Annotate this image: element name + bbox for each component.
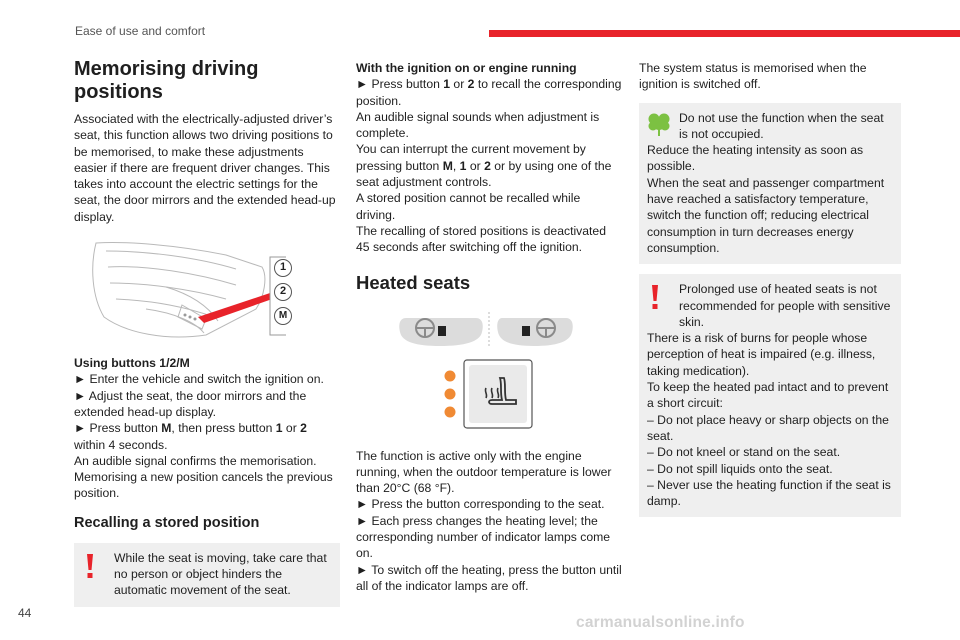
warning-exclamation-icon: [647, 284, 663, 310]
indicator-lamp-1: [445, 370, 456, 381]
heated-seat-figure: [356, 308, 622, 438]
heated-seat-illustration: [356, 308, 622, 438]
column-middle: [356, 60, 622, 594]
heated-seat-button: [464, 360, 532, 428]
section-title-heated-seats: Heated seats: [356, 271, 471, 293]
recall-heading: Recalling a stored position: [74, 514, 260, 531]
step-recall-position: ► Press button 1 or 2 to recall the corresponding position.: [356, 77, 622, 108]
step-press-m: ► Press button M, then press button 1 or 2 within 4 seconds.: [74, 421, 307, 452]
left-seat-console: [399, 318, 483, 346]
header-accent-bar: [489, 30, 960, 37]
indicator-lamp-3: [445, 406, 456, 417]
right-seat-console: [497, 318, 573, 346]
interrupt-movement: You can interrupt the current movement by pressing button M, 1 or 2 or by using one of the seat adjustment controls.: [356, 142, 612, 190]
memorisation-cancel: Memorising a new position cancels the previous position.: [74, 470, 333, 501]
seat-movement-warning: While the seat is moving, take care that no person or object hinders the automatic movement of the seat.: [74, 543, 340, 607]
memorising-intro: Associated with the electrically-adjusted driver’s seat, this function allows two driving positions to be memorised, to make these adjustments easier if there are frequent driver changes. This takes into account the electric settings for the seat, the door mirrors and the extended head-up display.: [74, 112, 336, 224]
step-press-seat-button: ► Press the button corresponding to the seat.: [356, 497, 605, 512]
eco-leaf-icon: [648, 111, 670, 137]
memory-button-m: M: [274, 307, 292, 325]
step-enter-vehicle: ► Enter the vehicle and switch the ignition on.: [74, 372, 324, 387]
warning-exclamation-icon: [82, 553, 98, 579]
step-adjust-seat: ► Adjust the seat, the door mirrors and the extended head-up display.: [74, 388, 307, 419]
indicator-lamp-2: [445, 388, 456, 399]
using-buttons-heading: Using buttons 1/2/M: [74, 356, 190, 371]
memory-button-1: 1: [274, 259, 292, 277]
recall-deactivated: The recalling of stored positions is deactivated 45 seconds after switching off the ignition.: [356, 223, 606, 255]
ignition-heading: With the ignition on or engine running: [356, 61, 577, 75]
section-header: Ease of use and comfort: [75, 24, 206, 38]
site-watermark: carmanualsonline.info: [576, 614, 745, 631]
no-recall-while-driving: A stored position cannot be recalled while driving.: [356, 191, 581, 222]
column-left: [74, 58, 340, 607]
heated-seat-warning: Prolonged use of heated seats is not recommended for people with sensitive skin. There is a risk of burns for people whose perception of heat is impaired (e.g. illness, taking medication). To keep the heated pad intact and to prevent a short circuit: – Do not place heavy or sharp objects on the seat. – Do not kneel or stand on the seat. – Do not spill liquids onto the seat. – Never use the heating function if the seat is damp.: [639, 274, 901, 517]
column-right: [639, 60, 901, 517]
adjustment-complete-signal: An audible signal sounds when adjustment is complete.: [356, 109, 600, 141]
page-number: 44: [18, 606, 32, 620]
seat-memory-figure: [86, 237, 286, 341]
memory-button-panel: [274, 259, 294, 325]
memorisation-confirm: An audible signal confirms the memorisation.: [74, 453, 317, 468]
seat-illustration: [86, 237, 286, 341]
step-change-level: ► Each press changes the heating level; the corresponding number of indicator lamps come on.: [356, 513, 611, 561]
step-switch-off: ► To switch off the heating, press the button until all of the indicator lamps are off.: [356, 562, 622, 593]
memory-button-2: 2: [274, 283, 292, 301]
system-status-memorised: The system status is memorised when the ignition is switched off.: [639, 61, 867, 92]
heating-active-condition: The function is active only with the engine running, when the outdoor temperature is lower than 20°C (68 °F).: [356, 448, 612, 496]
section-title-memorising: Memorising driving positions: [74, 58, 259, 103]
eco-advice-note: Do not use the function when the seat is not occupied. Reduce the heating intensity as soon as possible. When the seat and passenger compartment have reached a satisfactory temperature, switch the function off; reducing electrical consumption in turn decreases energy consumption.: [639, 103, 901, 265]
